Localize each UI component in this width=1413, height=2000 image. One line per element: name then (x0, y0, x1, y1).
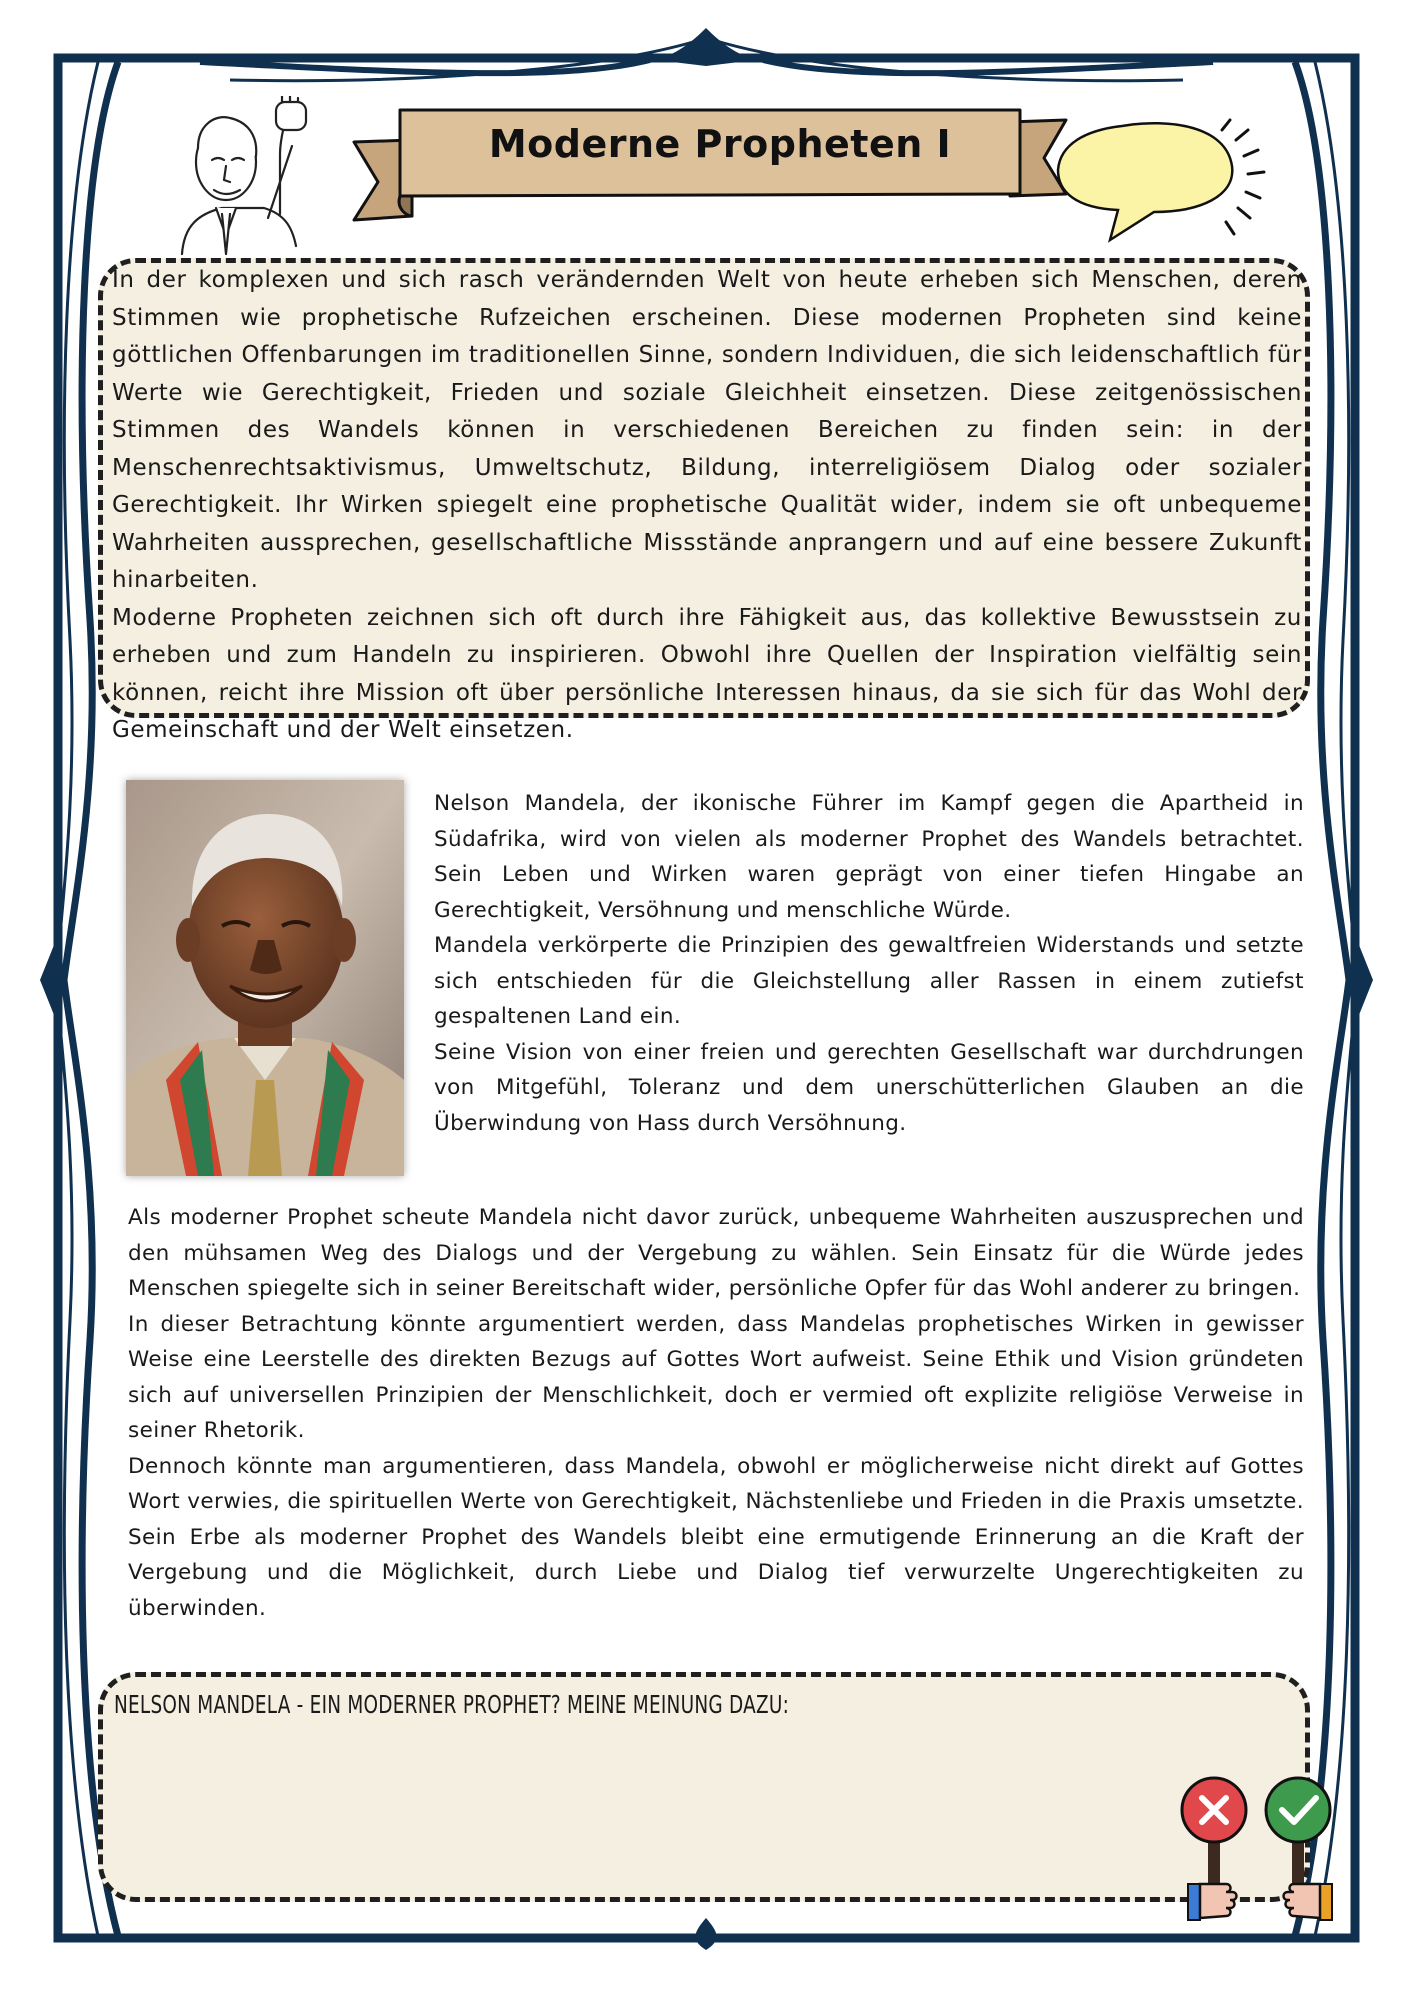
mandela-portrait (126, 780, 404, 1176)
intro-paragraph: Moderne Propheten zeichnen sich oft durch ihre Fähigkeit aus, das kollektive Bewusstsein zu erheben und zum Handeln zu inspirieren. Obwohl ihre Quellen der Inspiration vielfältig sein können, reicht ihre Mission oft über persönliche Interessen hinaus, da sie sich für das Wohl der Gemeinschaft und der Welt einsetzen. (112, 604, 1302, 743)
vote-signs (1180, 1772, 1340, 1932)
opinion-prompt: NELSON MANDELA - EIN MODERNER PROPHET? MEINE MEINUNG DAZU: (114, 1690, 790, 1719)
speech-bubble-icon (1050, 118, 1270, 246)
mandela-portrait-image (126, 780, 404, 1176)
reflection-paragraph: In dieser Betrachtung könnte argumentiert werden, dass Mandelas prophetisches Wirken in gewisser Weise eine Leerstelle des direkten Bezugs auf Gottes Wort aufweist. Seine Ethik und Vision gründeten sich auf universellen Prinzipien der Menschlichkeit, doch er vermied oft explizite religiöse Verweise in seiner Rhetorik. (128, 1311, 1304, 1443)
intro-text (112, 262, 1302, 750)
mandela-intro-text (434, 786, 1304, 1141)
reflection-paragraph: Als moderner Prophet scheute Mandela nicht davor zurück, unbequeme Wahrheiten auszusprechen und den mühsamen Weg des Dialogs und der Vergebung zu wählen. Sein Einsatz für die Würde jedes Menschen spiegelte sich in seiner Bereitschaft wider, persönliche Opfer für das Wohl anderer zu bringen. (128, 1205, 1304, 1301)
reflection-paragraph: Dennoch könnte man argumentieren, dass Mandela, obwohl er möglicherweise nicht direkt auf Gottes Wort verwies, die spirituellen Werte von Gerechtigkeit, Nächstenliebe und Frieden in die Praxis umsetzte. Sein Erbe als moderner Prophet des Wandels bleibt eine ermutigende Erinnerung an die Kraft der Vergebung und die Möglichkeit, durch Liebe und Dialog tief verwurzelte Ungerechtigkeiten zu überwinden. (128, 1453, 1304, 1621)
check-sign-icon (1266, 1778, 1332, 1920)
intro-paragraph: In der komplexen und sich rasch verändernden Welt von heute erheben sich Menschen, deren Stimmen wie prophetische Rufzeichen erscheinen. Diese modernen Propheten sind keine göttlichen Offenbarungen im traditionellen Sinne, sondern Individuen, die sich leidenschaftlich für Werte wie Gerechtigkeit, Frieden und soziale Gleichheit einsetzen. Diese zeitgenössischen Stimmen des Wandels können in verschiedenen Bereichen zu finden sein: in der Menschenrechtsaktivismus, Umweltschutz, Bildung, interreligiösem Dialog oder sozialer Gerechtigkeit. Ihr Wirken spiegelt eine prophetische Qualität wider, indem sie oft unbequeme Wahrheiten aussprechen, gesellschaftliche Missstände anprangern und auf eine bessere Zukunft hinarbeiten. (112, 267, 1302, 593)
mandela-paragraph: Mandela verkörperte die Prinzipien des gewaltfreien Widerstands und setzte sich entschieden für die Gleichstellung aller Rassen in einem zutiefst gespaltenen Land ein. (434, 933, 1304, 1029)
page-title: Moderne Propheten I (488, 122, 952, 166)
mandela-line-drawing-icon (168, 96, 340, 256)
mandela-paragraph: Nelson Mandela, der ikonische Führer im Kampf gegen die Apartheid in Südafrika, wird von vielen als moderner Prophet des Wandels betrachtet. Sein Leben und Wirken waren geprägt von einer tiefen Hingabe an Gerechtigkeit, Versöhnung und menschliche Würde. (434, 791, 1304, 923)
mandela-paragraph: Seine Vision von einer freien und gerechten Gesellschaft war durchdrungen von Mitgefühl, Toleranz und dem unerschütterlichen Glauben an die Überwindung von Hass durch Versöhnung. (434, 1039, 1304, 1136)
x-sign-icon (1182, 1778, 1246, 1920)
mandela-reflection-text (128, 1200, 1304, 1626)
